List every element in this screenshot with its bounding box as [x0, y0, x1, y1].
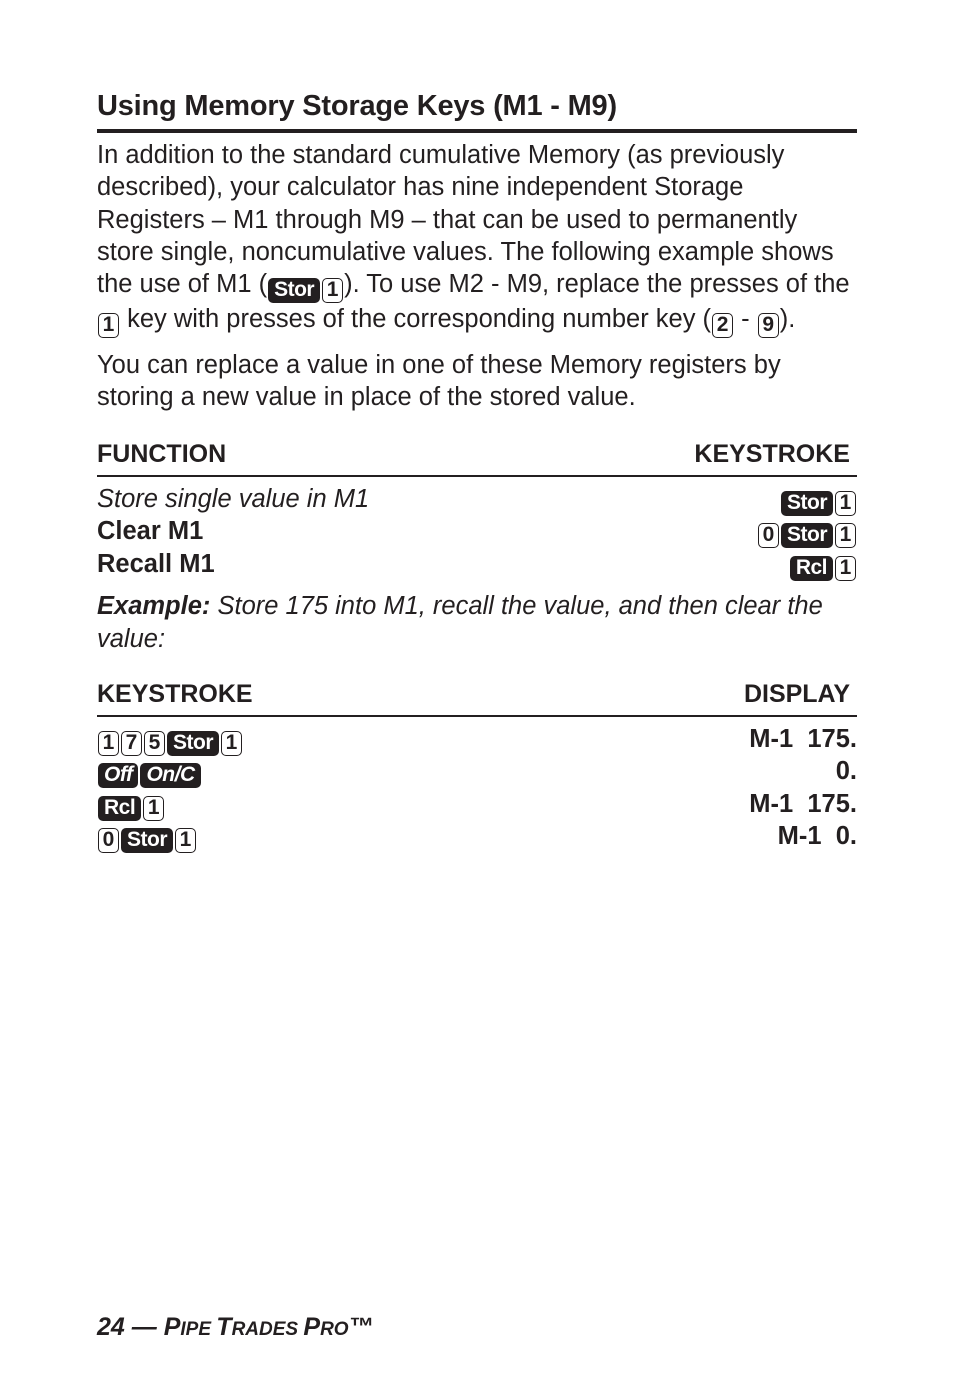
- example-label: Example:: [97, 592, 211, 621]
- intro-dash: -: [734, 305, 757, 334]
- function-table-header: [97, 440, 857, 477]
- one-key: 1: [175, 828, 196, 853]
- function-row: [97, 483, 857, 516]
- display-header: DISPLAY: [743, 679, 850, 708]
- stor-key: Stor: [268, 278, 320, 303]
- page-number: 24 —: [97, 1313, 164, 1341]
- function-label: Clear M1: [97, 517, 204, 546]
- display-value: M-1 0.: [777, 822, 857, 851]
- example-table: [97, 680, 857, 853]
- intro-text-3: key with presses of the corresponding number key (: [120, 305, 712, 334]
- keystroke-sequence: [789, 548, 857, 581]
- one-key: 1: [322, 278, 343, 303]
- one-key: 1: [835, 491, 856, 516]
- footer-title-smallcaps: IPE: [180, 1319, 217, 1340]
- function-label: Store single value in M1: [97, 484, 370, 513]
- example-row: [97, 755, 857, 788]
- zero-key: 0: [98, 828, 119, 853]
- intro-text-2: ). To use M2 - M9, replace the presses of the: [344, 270, 850, 299]
- one-key: 1: [98, 313, 119, 338]
- function-row: [97, 548, 857, 581]
- keystroke-header: KEYSTROKE: [97, 679, 253, 708]
- page-footer: [97, 1313, 374, 1342]
- display-value: M-1 175.: [749, 724, 857, 753]
- display-value: 0.: [835, 757, 857, 786]
- function-label: Recall M1: [97, 549, 215, 578]
- function-row: [97, 515, 857, 548]
- function-table: [97, 440, 857, 581]
- seven-key: 7: [121, 731, 142, 756]
- function-header: FUNCTION: [97, 439, 227, 468]
- example-table-header: [97, 680, 857, 717]
- keystroke-sequence: [97, 723, 243, 756]
- intro-text-4: ).: [779, 305, 796, 334]
- nine-key: 9: [758, 313, 779, 338]
- five-key: 5: [144, 731, 165, 756]
- stor-key: Stor: [781, 491, 833, 516]
- intro-paragraph: [97, 139, 857, 338]
- example-row: [97, 723, 857, 756]
- keystroke-sequence: [757, 515, 857, 548]
- manual-page: [97, 90, 857, 853]
- trademark-symbol: ™: [348, 1313, 374, 1341]
- one-key: 1: [221, 731, 242, 756]
- one-key: 1: [143, 796, 164, 821]
- off-key: Off: [98, 763, 138, 788]
- example-paragraph: [97, 590, 857, 655]
- footer-title-letter: T: [216, 1313, 232, 1341]
- rcl-key: Rcl: [790, 556, 833, 581]
- two-key: 2: [712, 313, 733, 338]
- footer-title-letter: P: [303, 1313, 321, 1341]
- on-c-key: On/C: [140, 763, 200, 788]
- stor-key: Stor: [167, 731, 219, 756]
- one-key: 1: [98, 731, 119, 756]
- replace-paragraph: You can replace a value in one of these Memory registers by storing a new value in place of the stored value.: [97, 351, 781, 412]
- stor-key: Stor: [781, 523, 833, 548]
- footer-title-smallcaps: RADES: [231, 1319, 304, 1340]
- keystroke-sequence: [97, 755, 202, 788]
- page-title: Using Memory Storage Keys (M1 - M9): [97, 90, 857, 133]
- keystroke-sequence: [97, 788, 165, 821]
- footer-title-smallcaps: RO: [320, 1319, 349, 1340]
- one-key: 1: [835, 556, 856, 581]
- keystroke-header: KEYSTROKE: [694, 439, 850, 468]
- example-text: Store 175 into M1, recall the value, and then clear the value:: [97, 592, 823, 653]
- stor-key: Stor: [121, 828, 173, 853]
- one-key: 1: [835, 523, 856, 548]
- keystroke-sequence: [97, 820, 197, 853]
- example-row: [97, 788, 857, 821]
- rcl-key: Rcl: [98, 796, 141, 821]
- example-row: [97, 820, 857, 853]
- display-value: M-1 175.: [749, 789, 857, 818]
- zero-key: 0: [758, 523, 779, 548]
- intro-text-1: In addition to the standard cumulative Memory (as previously described), your calculator has nine independent Storage Registers – M1 through M9 – that can be used to permanently store single, noncumulative values. The following example shows the use of M1 (: [97, 141, 834, 299]
- footer-title-letter: P: [163, 1313, 181, 1341]
- keystroke-sequence: [780, 483, 857, 516]
